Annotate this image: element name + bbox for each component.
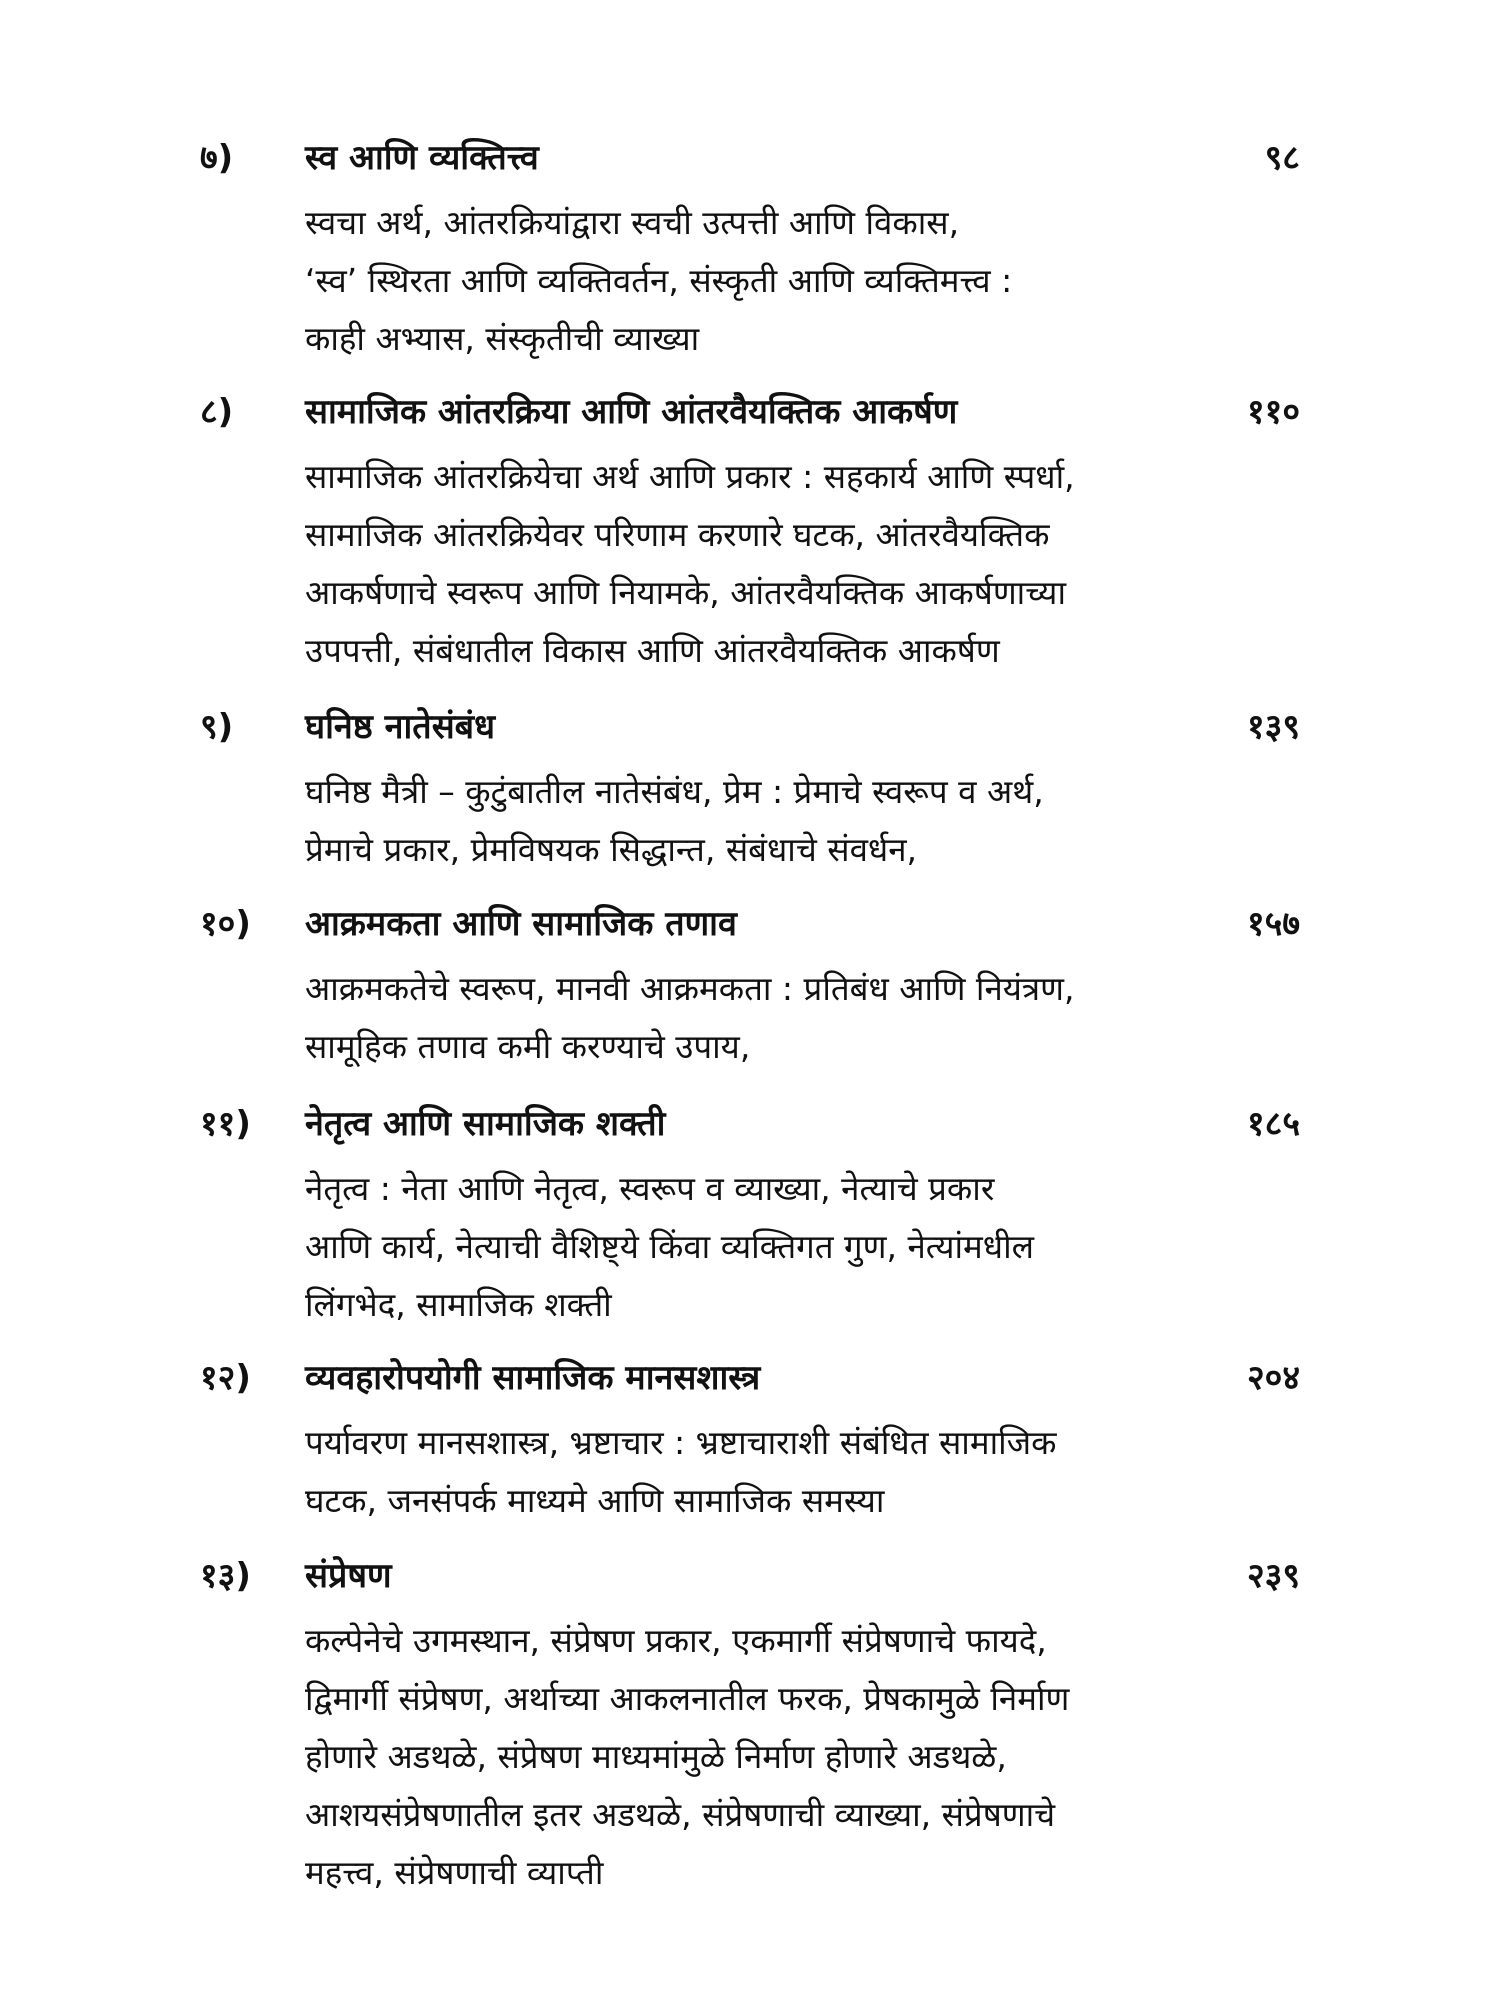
description-line: महत्त्व, संप्रेषणाची व्याप्ती xyxy=(305,1853,604,1892)
entry-description xyxy=(305,194,1305,368)
entry-title: स्व आणि व्यक्तित्त्व xyxy=(305,138,539,178)
entry-description xyxy=(305,448,1305,680)
entry-description xyxy=(305,763,1305,879)
entry-page-number: ११० xyxy=(1246,392,1300,432)
description-line: लिंगभेद, सामाजिक शक्ती xyxy=(305,1285,612,1324)
description-line: आक्रमकतेचे स्वरूप, मानवी आक्रमकता : प्रतिबंध आणि नियंत्रण, xyxy=(305,969,1075,1008)
entry-number: १०) xyxy=(200,904,251,944)
description-line: द्विमार्गी संप्रेषण, अर्थाच्या आकलनातील फरक, प्रेषकामुळे निर्माण xyxy=(305,1679,1070,1718)
entry-title: सामाजिक आंतरक्रिया आणि आंतरवैयक्तिक आकर्षण xyxy=(305,392,958,432)
description-line: घटक, जनसंपर्क माध्यमे आणि सामाजिक समस्या xyxy=(305,1481,885,1520)
description-line: सामाजिक आंतरक्रियेवर परिणाम करणारे घटक, आंतरवैयक्तिक xyxy=(305,515,1050,554)
entry-page-number: २३९ xyxy=(1246,1556,1300,1596)
description-line: होणारे अडथळे, संप्रेषण माध्यमांमुळे निर्माण होणारे अडथळे, xyxy=(305,1737,1007,1776)
entry-number: ८) xyxy=(200,392,234,432)
description-line: सामाजिक आंतरक्रियेचा अर्थ आणि प्रकार : सहकार्य आणि स्पर्धा, xyxy=(305,457,1075,496)
entry-title: व्यवहारोपयोगी सामाजिक मानसशास्त्र xyxy=(305,1358,761,1398)
entry-title: नेतृत्व आणि सामाजिक शक्ती xyxy=(305,1104,666,1144)
entry-number: १२) xyxy=(200,1358,251,1398)
description-line: प्रेमाचे प्रकार, प्रेमविषयक सिद्धान्त, संबंधाचे संवर्धन, xyxy=(305,830,918,869)
description-line: आणि कार्य, नेत्याची वैशिष्ट्ये किंवा व्यक्तिगत गुण, नेत्यांमधील xyxy=(305,1227,1034,1266)
entry-number: ७) xyxy=(200,138,234,178)
entry-page-number: १३९ xyxy=(1246,707,1300,747)
entry-title: आक्रमकता आणि सामाजिक तणाव xyxy=(305,904,737,944)
description-line: पर्यावरण मानसशास्त्र, भ्रष्टाचार : भ्रष्टाचाराशी संबंधित सामाजिक xyxy=(305,1423,1057,1462)
entry-title: घनिष्ठ नातेसंबंध xyxy=(305,707,495,747)
description-line: कल्पेनेचे उगमस्थान, संप्रेषण प्रकार, एकमार्गी संप्रेषणाचे फायदे, xyxy=(305,1621,1047,1660)
description-line: घनिष्ठ मैत्री – कुटुंबातील नातेसंबंध, प्रेम : प्रेमाचे स्वरूप व अर्थ, xyxy=(305,772,1044,811)
description-line: सामूहिक तणाव कमी करण्याचे उपाय, xyxy=(305,1027,751,1066)
entry-description xyxy=(305,1612,1305,1902)
entry-page-number: १८५ xyxy=(1246,1104,1300,1144)
description-line: ‘स्व’ स्थिरता आणि व्यक्तिवर्तन, संस्कृती आणि व्यक्तिमत्त्व : xyxy=(305,261,1013,300)
entry-number: ११) xyxy=(200,1104,251,1144)
entry-description xyxy=(305,1414,1305,1530)
description-line: उपपत्ती, संबंधातील विकास आणि आंतरवैयक्तिक आकर्षण xyxy=(305,631,1000,670)
description-line: आकर्षणाचे स्वरूप आणि नियामके, आंतरवैयक्तिक आकर्षणाच्या xyxy=(305,573,1066,612)
entry-number: ९) xyxy=(200,707,234,747)
description-line: आशयसंप्रेषणातील इतर अडथळे, संप्रेषणाची व्याख्या, संप्रेषणाचे xyxy=(305,1795,1056,1834)
entry-description xyxy=(305,960,1305,1076)
entry-title: संप्रेषण xyxy=(305,1556,392,1596)
entry-page-number: २०४ xyxy=(1246,1358,1300,1398)
entry-page-number: ९८ xyxy=(1264,138,1300,178)
description-line: काही अभ्यास, संस्कृतीची व्याख्या xyxy=(305,319,700,358)
description-line: नेतृत्व : नेता आणि नेतृत्व, स्वरूप व व्याख्या, नेत्याचे प्रकार xyxy=(305,1169,995,1208)
description-line: स्वचा अर्थ, आंतरक्रियांद्वारा स्वची उत्पत्ती आणि विकास, xyxy=(305,203,960,242)
entry-description xyxy=(305,1160,1305,1334)
entry-number: १३) xyxy=(200,1556,251,1596)
entry-page-number: १५७ xyxy=(1246,904,1300,944)
